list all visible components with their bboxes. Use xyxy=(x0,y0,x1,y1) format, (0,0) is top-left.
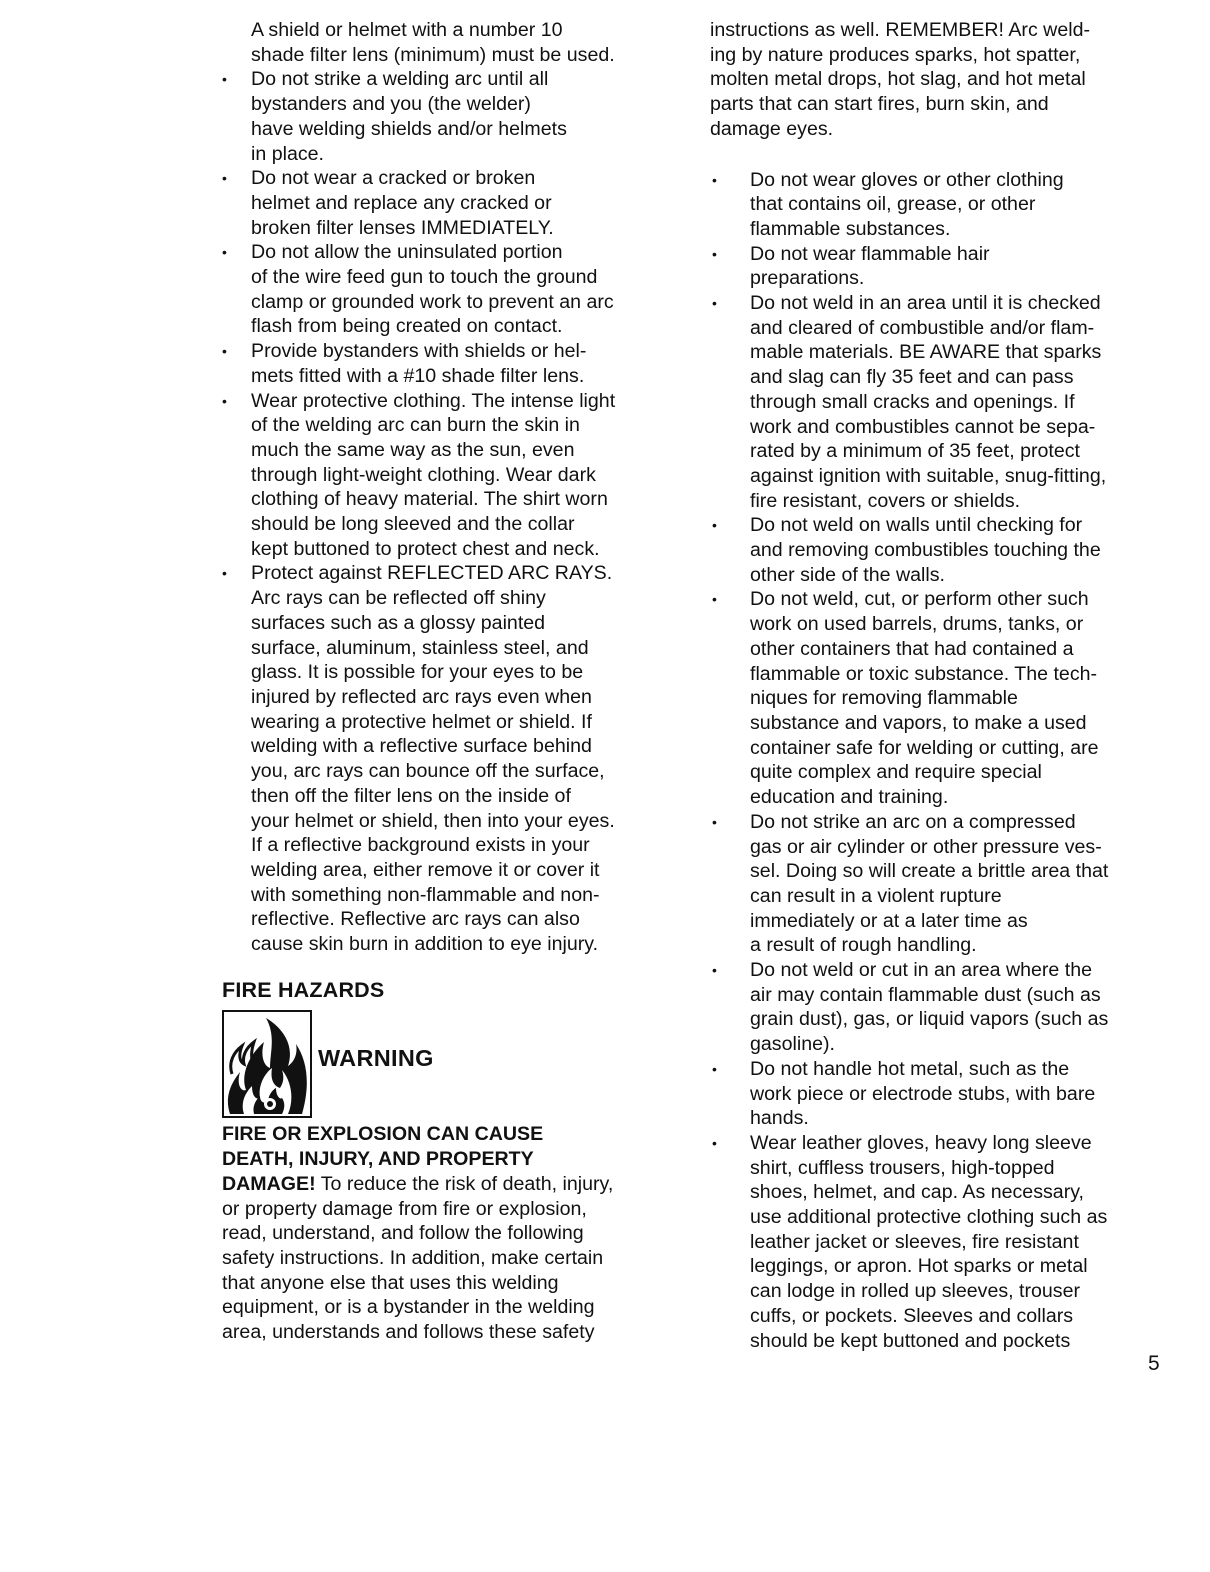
text-line: shade filter lens (minimum) must be used. xyxy=(251,43,615,66)
text-line: mable materials. BE AWARE that sparks xyxy=(750,341,1102,364)
text-line: surfaces such as a glossy painted xyxy=(251,611,546,634)
warning-label: WARNING xyxy=(318,1045,434,1072)
text-line: molten metal drops, hot slag, and hot metal xyxy=(710,68,1086,91)
text-line: through small cracks and openings. If xyxy=(750,390,1075,413)
text-line: that anyone else that uses this welding xyxy=(222,1271,559,1294)
text-line: grain dust), gas, or liquid vapors (such as xyxy=(750,1008,1109,1031)
text-line: use additional protective clothing such as xyxy=(750,1206,1108,1229)
text-line: surface, aluminum, stainless steel, and xyxy=(251,636,589,659)
text-line: • Do not handle hot metal, such as the xyxy=(750,1057,1070,1080)
text-line: gas or air cylinder or other pressure ves- xyxy=(750,835,1102,858)
text-line: flash from being created on contact. xyxy=(251,315,563,338)
text-line: kept buttoned to protect chest and neck. xyxy=(251,537,600,560)
text-line: flammable or toxic substance. The tech- xyxy=(750,662,1098,685)
text-line: much the same way as the sun, even xyxy=(251,438,575,461)
text-line: equipment, or is a bystander in the welding xyxy=(222,1296,595,1319)
text-line: flammable substances. xyxy=(750,217,951,240)
text-line: that contains oil, grease, or other xyxy=(750,193,1036,216)
text-line: read, understand, and follow the following xyxy=(222,1222,584,1245)
text-line: niques for removing flammable xyxy=(750,687,1018,710)
text-line: your helmet or shield, then into your eyes. xyxy=(251,809,615,832)
text-line: • Do not weld on walls until checking for xyxy=(750,514,1083,537)
text-line: fire resistant, covers or shields. xyxy=(750,489,1021,512)
page-number: 5 xyxy=(1148,1352,1160,1375)
text-line: helmet and replace any cracked or xyxy=(251,191,552,214)
fire-danger-paragraph xyxy=(222,1122,682,1344)
text-line: • Do not weld in an area until it is checked xyxy=(750,292,1101,315)
text-line: work and combustibles cannot be sepa- xyxy=(750,415,1096,438)
text-line: wearing a protective helmet or shield. If xyxy=(251,710,592,733)
text-line: work on used barrels, drums, tanks, or xyxy=(750,613,1084,636)
bullet-item xyxy=(710,1131,1170,1353)
text-line: ing by nature produces sparks, hot spatter, xyxy=(710,43,1081,66)
text-line: • Do not weld, cut, or perform other such xyxy=(750,588,1089,611)
danger-heading-line: FIRE OR EXPLOSION CAN CAUSE xyxy=(222,1123,544,1146)
left-intro xyxy=(222,18,682,67)
text-line: safety instructions. In addition, make certain xyxy=(222,1246,604,1269)
text-line: injured by reflected arc rays even when xyxy=(251,685,592,708)
bullet-item xyxy=(222,240,682,339)
text-line: • Do not strike an arc on a compressed xyxy=(750,810,1076,833)
text-line: can result in a violent rupture xyxy=(750,884,1002,907)
text-line: area, understands and follows these safety xyxy=(222,1321,595,1344)
bullet-item xyxy=(222,166,682,240)
spacer xyxy=(710,142,1170,168)
text-line: welding with a reflective surface behind xyxy=(251,735,592,758)
text-line: quite complex and require special xyxy=(750,761,1042,784)
text-line: and removing combustibles touching the xyxy=(750,539,1101,562)
text-line: mets fitted with a #10 shade filter lens. xyxy=(251,364,585,387)
text-line: immediately or at a later time as xyxy=(750,909,1028,932)
text-line xyxy=(222,1172,682,1197)
fire-icon xyxy=(222,1010,312,1118)
text-line: then off the filter lens on the inside of xyxy=(251,784,571,807)
bullet-item xyxy=(710,242,1170,291)
right-bullet-list xyxy=(710,168,1170,1354)
text-line: clothing of heavy material. The shirt worn xyxy=(251,488,608,511)
text-fragment: To reduce the risk of death, injury, xyxy=(315,1172,614,1195)
text-line: • Wear protective clothing. The intense light xyxy=(251,389,616,412)
text-line: gasoline). xyxy=(750,1033,835,1056)
bullet-item xyxy=(710,958,1170,1057)
text-line: a result of rough handling. xyxy=(750,934,977,957)
bullet-item xyxy=(710,168,1170,242)
bullet-item xyxy=(222,67,682,166)
text-line: against ignition with suitable, snug-fitting, xyxy=(750,464,1107,487)
text-line: A shield or helmet with a number 10 xyxy=(251,19,563,41)
bullet-item xyxy=(222,389,682,562)
text-line: glass. It is possible for your eyes to be xyxy=(251,661,584,684)
right-column xyxy=(710,18,1170,1353)
text-line: damage eyes. xyxy=(710,117,834,140)
text-line: cuffs, or pockets. Sleeves and collars xyxy=(750,1304,1074,1327)
text-line: substance and vapors, to make a used xyxy=(750,711,1087,734)
text-line: education and training. xyxy=(750,786,949,809)
text-line: • Provide bystanders with shields or hel- xyxy=(251,340,587,363)
text-line: Arc rays can be reflected off shiny xyxy=(251,587,546,610)
text-line: through light-weight clothing. Wear dark xyxy=(251,463,596,486)
bullet-item xyxy=(710,291,1170,513)
text-line: • Protect against REFLECTED ARC RAYS. xyxy=(251,562,613,585)
danger-heading-line: DAMAGE! xyxy=(222,1172,316,1195)
text-line: with something non-flammable and non- xyxy=(251,883,600,906)
text-line: • Do not wear flammable hair xyxy=(750,242,990,265)
text-line: should be kept buttoned and pockets xyxy=(750,1329,1071,1352)
text-line: parts that can start fires, burn skin, and xyxy=(710,93,1049,116)
text-line: broken filter lenses IMMEDIATELY. xyxy=(251,216,554,239)
right-intro xyxy=(710,18,1170,142)
text-line: shirt, cuffless trousers, high-topped xyxy=(750,1156,1055,1179)
text-line: leggings, or apron. Hot sparks or metal xyxy=(750,1255,1088,1278)
bullet-item xyxy=(710,1057,1170,1131)
section-heading-fire-hazards: FIRE HAZARDS xyxy=(222,977,385,1002)
text-line: • Do not allow the uninsulated portion xyxy=(251,241,563,264)
text-line: bystanders and you (the welder) xyxy=(251,93,531,116)
bullet-item xyxy=(710,587,1170,809)
text-line: sel. Doing so will create a brittle area that xyxy=(750,860,1109,883)
warning-banner xyxy=(222,1010,682,1118)
bullet-item xyxy=(222,561,682,956)
bullet-item xyxy=(222,339,682,388)
text-line: If a reflective background exists in your xyxy=(251,834,590,857)
danger-heading-line: DEATH, INJURY, AND PROPERTY xyxy=(222,1148,534,1171)
text-line: should be long sleeved and the collar xyxy=(251,513,575,536)
bullet-item xyxy=(710,513,1170,587)
text-line: • Do not wear gloves or other clothing xyxy=(750,168,1064,191)
text-line: other side of the walls. xyxy=(750,563,945,586)
bullet-item xyxy=(710,810,1170,958)
text-line: leather jacket or sleeves, fire resistant xyxy=(750,1230,1079,1253)
text-line: welding area, either remove it or cover it xyxy=(251,858,600,881)
text-line: hands. xyxy=(750,1107,809,1130)
text-line: of the wire feed gun to touch the ground xyxy=(251,266,598,289)
text-line: or property damage from fire or explosion, xyxy=(222,1197,587,1220)
text-line: work piece or electrode stubs, with bare xyxy=(750,1082,1096,1105)
text-line: reflective. Reflective arc rays can also xyxy=(251,908,580,931)
text-line: air may contain flammable dust (such as xyxy=(750,983,1101,1006)
text-line: have welding shields and/or helmets xyxy=(251,117,567,140)
text-line: rated by a minimum of 35 feet, protect xyxy=(750,440,1080,463)
text-line: you, arc rays can bounce off the surface, xyxy=(251,760,605,783)
text-line: • Do not strike a welding arc until all xyxy=(251,68,549,91)
text-line: instructions as well. REMEMBER! Arc weld- xyxy=(710,19,1091,41)
text-line: • Do not weld or cut in an area where the xyxy=(750,959,1093,982)
text-line: can lodge in rolled up sleeves, trouser xyxy=(750,1280,1081,1303)
text-line: • Do not wear a cracked or broken xyxy=(251,167,536,190)
text-line: clamp or grounded work to prevent an arc xyxy=(251,290,614,313)
text-line: in place. xyxy=(251,142,324,165)
text-line: shoes, helmet, and cap. As necessary, xyxy=(750,1181,1085,1204)
text-line: preparations. xyxy=(750,267,865,290)
text-line: container safe for welding or cutting, are xyxy=(750,736,1099,759)
text-line: and slag can fly 35 feet and can pass xyxy=(750,366,1074,389)
text-line: and cleared of combustible and/or flam- xyxy=(750,316,1095,339)
text-line: other containers that had contained a xyxy=(750,637,1074,660)
left-column xyxy=(222,18,682,1345)
text-line: cause skin burn in addition to eye injury. xyxy=(251,933,599,956)
text-line: • Wear leather gloves, heavy long sleeve xyxy=(750,1131,1092,1154)
text-line: of the welding arc can burn the skin in xyxy=(251,414,580,437)
left-bullet-list xyxy=(222,67,682,956)
